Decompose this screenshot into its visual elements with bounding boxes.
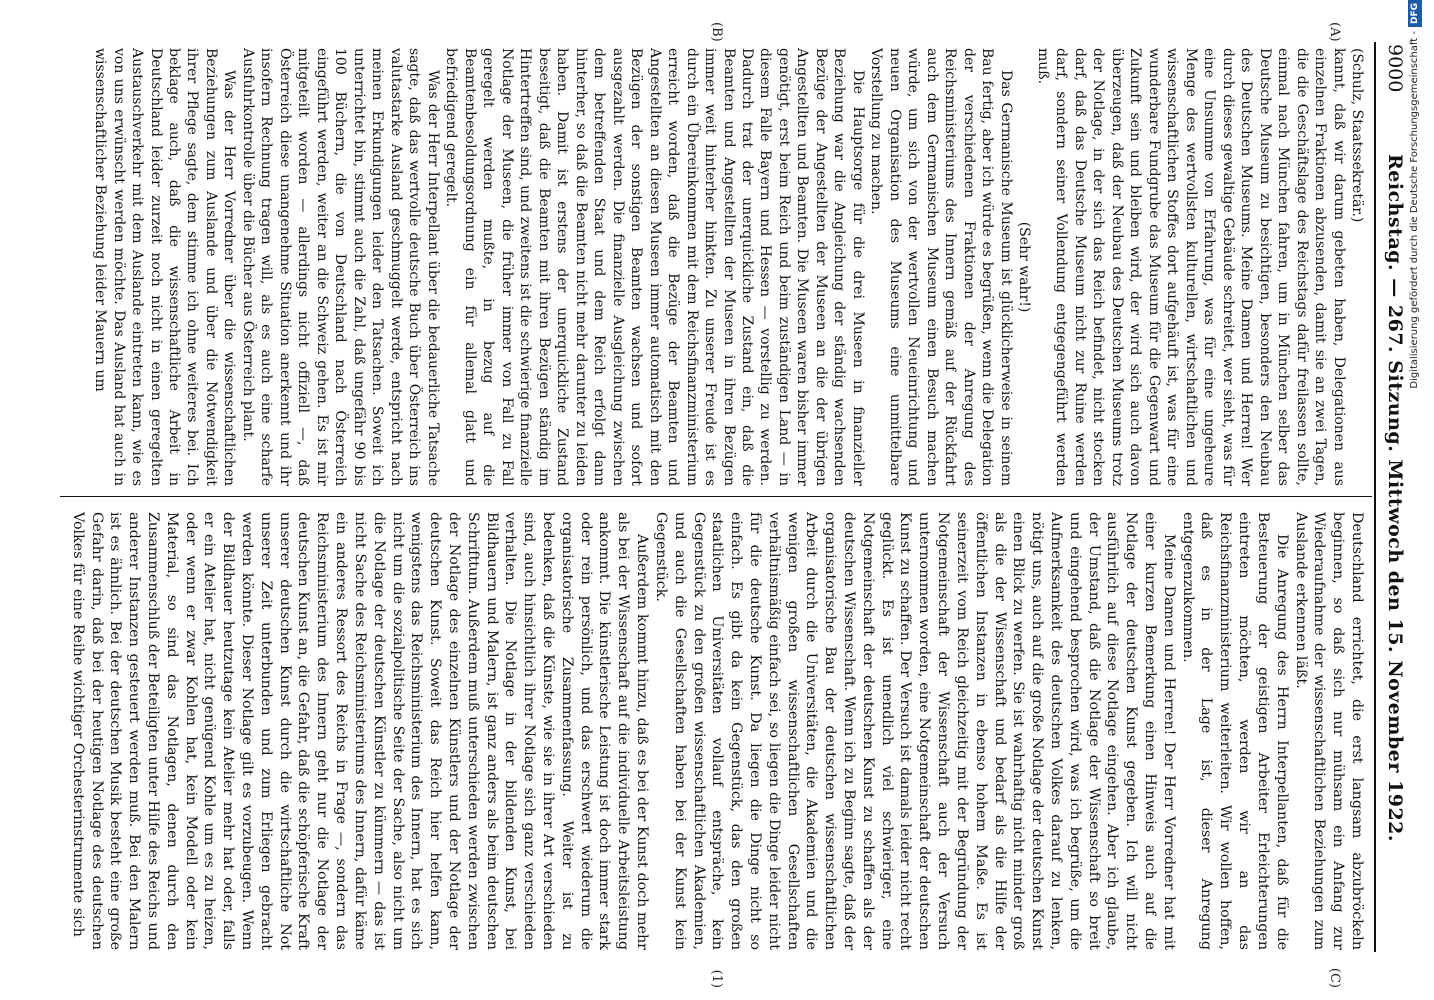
paragraph: Was der Herr Interpellant über die bedauerliche Tatsache sagte, daß das wertvolle deutsche Buch über Österreich ins valutastarke Ausland geschmuggelt werde, entspricht nach meinen Erkundigungen leider den Tatsachen. Soweit ich unterrichtet bin, stimmt auch die Zahl, daß ungefähr 90 bis 100 Büchern, die von Deutschland nach Österreich eingeführt werden, weiter an die Schweiz gehen. Es ist mir mitgeteilt worden — allerdings nicht offiziell —, daß Österreich diese unangenehme Situation anerkennt und ihr insofern Rechnung tragen will, als es auch eine scharfe Ausfuhrkontrolle über die Bücher aus Österreich plant. — [239, 48, 441, 486]
margin-marker-1: (1) — [709, 969, 724, 988]
page-number: 9000 — [1384, 44, 1406, 93]
column-divider — [60, 496, 1372, 497]
credit-text: Digitalisierung gefördert durch die Deutsche Forschungsgemeinschaft - — [1409, 31, 1420, 389]
speaker-line: (Schulz, Staatssekretär.) — [1349, 48, 1365, 223]
running-title: Reichstag. — 267. Sitzung. Mittwoch den 15. November 1922. — [1384, 154, 1406, 842]
margin-marker-c: (C) — [1327, 967, 1342, 988]
paragraph: Meine Damen und Herren! Der Herr Vorredner hat mit einer kurzen Bemerkung einen Hinweis auch auf die Notlage der deutschen Kunst gegeben. Ich will nicht ausführlich auf diese Notlage eingehen. Aber ich glaube, der Umstand, daß die Notlage der Wissenschaft so breit und eingehend besprochen wird, was ich begrüße, um die Aufmerksamkeit des deutschen Volkes darauf zu lenken, nötigt uns, auch auf die große Notlage der deutschen Kunst einen Blick zu werfen. Sie ist wahrhaftig nicht minder groß als die der Wissenschaft und bedarf als die Hilfe der öffentlichen Instanzen in ebenso hohem Maße. Es ist seinerzeit vom Reich gleichzeitig mit der Begründung der Notgemeinschaft der Wissenschaft auch der Versuch unternommen worden, eine Notgemeinschaft der deutschen Kunst zu schaffen. Der Versuch ist damals leider nicht recht geglückt. Es ist unendlich viel schwieriger, eine Notgemeinschaft der deutschen Kunst zu schaffen als der deutschen Wissenschaft. Wenn ich zu Beginn sagte, daß der organisatorische Bau der deutschen wissenschaftlichen Arbeit durch die Universitäten, die Akademien und die wenigen großen wissenschaftlichen Gesellschaften verhältnismäßig einfach sei, so liegen die Dinge leider nicht für die deutsche Kunst. Da liegen die Dinge nicht so einfach. Es gibt da kein Gegenstück, das den großen staatlichen Universitäten vollauf entspräche, kein Gegenstück zu den großen wissenschaftlichen Akademien, und auch die Gesellschaften haben bei der Kunst kein Gegenstück. — [652, 512, 1177, 950]
left-column — [91, 48, 1366, 486]
paragraph: Die Hauptsorge für die drei Museen in finanzieller Beziehung war die Angleichung der ständig wachsenden Bezüge der Angestellten der Museen an die der übrigen Angestellten und Beamten. Die Museen waren bisher immer genötigt, erst beim Reich und beim zuständigen Land — in diesem Falle Bayern und Hessen — vorstellig zu werden. Dadurch trat der unerquickliche Zustand ein, daß die Beamten und Angestellten der Museen in ihren Bezügen immer weit hinterher hinkten. Zu unserer Freude ist es durch ein Übereinkommen mit dem Reichsfinanzministerium erreicht worden, daß die Bezüge der Beamten und Angestellten an diesen Museen immer automatisch mit den Bezügen der sonstigen Beamten wachsen und sofort ausgezahlt werden. Die finanzielle Ausgleichung zwischen dem betreffenden Staat und dem Reich erfolgt dann hinterher, so daß die Beamten nicht mehr darunter zu leiden haben. Damit ist erstens der unerquickliche Zustand beseitigt, daß die Beamten mit ihren Bezügen ständig im Hintertreffen sind, und zweitens ist die schwierige finanzielle Notlage der Museen, die früher immer von Fall zu Fall geregelt werden mußte, in bezug auf die Beamtenbesoldungsordnung ein für allemal glatt und befriedigend geregelt. — [443, 48, 866, 486]
right-column — [68, 512, 1366, 950]
margin-marker-a: (A) — [1327, 22, 1342, 42]
digitization-credit — [1404, 0, 1426, 1000]
header-rule — [1374, 42, 1376, 952]
dfg-logo: DFG — [1408, 0, 1422, 27]
paragraph: kannt, daß wir darum gebeten haben, Delegationen aus einzelnen Fraktionen abzusenden, damit sie an zwei Tagen, die die Geschäftslage des Reichstags dafür freilassen sollte, einmal nach München fahren, um in München selber das Deutsche Museum zu besichtigen, besonders den Neubau des Deutschen Museums. Meine Damen und Herren! Wer durch dieses gewaltige Gebäude schreitet, wer sieht, was für eine Unsumme von Erfahrung, was für eine ungeheure Menge des wertvollsten kulturellen, wirtschaftlichen und wissenschaftlichen Stoffes dort aufgehäuft ist, was für eine wunderbare Fundgrube das Museum für die Gegenwart und Zukunft sein und bleiben wird, der wird sich auch davon überzeugen, daß der Neubau des Deutschen Museums trotz der Notlage, in der sich das Reich befindet, nicht stocken darf, daß das Deutsche Museum nicht zur Ruine werden darf, sondern seiner Vollendung entgegengeführt werden muß. — [1034, 48, 1347, 486]
paragraph: Das Germanische Museum ist glücklicherweise in seinem Bau fertig, aber ich würde es begrüßen, wenn die Delegation der verschiedenen Fraktionen der Anregung des Reichsministeriums des Innern gemäß auf der Rückfahrt auch dem Germanischen Museum einen Besuch machen würde, um sich von der wertvollen Neueinrichtung und neuen Organisation des Museums eine unmittelbare Vorstellung zu machen. — [868, 48, 1014, 486]
paragraph: Deutschland errichtet, die erst langsam abzubröckeln beginnen, so daß sich nur mühsam ein Anfang zur Wiederaufnahme der wissenschaftlichen Beziehungen zum Auslande erkennen läßt. — [1292, 512, 1365, 950]
interjection: (Sehr wahr!) — [1016, 221, 1033, 313]
margin-marker-b: (B) — [709, 22, 724, 42]
paragraph: Außerdem kommt hinzu, daß es bei der Kunst doch mehr als bei der Wissenschaft auf die individuelle Arbeitsleistung ankommt. Die künstlerische Leistung ist doch immer stark oder rein persönlich, und das erschwert wiederum die organisatorische Zusammenfassung. Weiter ist zu bedenken, daß die Künste, wie sie in ihrer Art verschieden sind, auch hinsichtlich ihrer Notlage sich ganz verschieden verhalten. Die Notlage in der bildenden Kunst, bei Bildhauern und Malern, ist ganz anders als beim deutschen Schrifttum. Außerdem muß unterschieden werden zwischen der Notlage des einzelnen Künstlers und der Notlage der deutschen Kunst. Soweit das Reich hier helfen kann, wenigstens das Reichsministerium des Innern, hat es sich nicht um die sozialpolitische Seite der Sache, also nicht um die Notlage der deutschen Künstler zu kümmern — das ist nicht Sache des Reichsministeriums des Innern, dafür käme ein anderes Ressort des Reichs in Frage —, sondern das Reichsministerium des Innern geht nur die Notlage der deutschen Kunst an, die Gefahr, daß die schöpferische Kraft unserer deutschen Kunst durch die wirtschaftliche Not unserer Zeit unterbunden und zum Erliegen gebracht werden könnte. Dieser Notlage gilt es vorzubeugen. Wenn der Bildhauer heutzutage kein Atelier mehr hat oder, falls er ein Atelier hat, nicht genügend Kohle um es zu heizen, oder wenn er zwar Kohlen hat, kein Modell oder kein Material, so sind das Notlagen, denen durch den Zusammenschluß der Beteiligten unter Hilfe des Reichs und anderer Instanzen gesteuert werden muß. Bei den Malern ist es ähnlich. Bei der deutschen Musik besteht eine große Gefahr darin, daß bei der heutigen Notlage des deutschen Volkes für eine Reihe wichtiger Orchesterinstrumente sich — [69, 512, 651, 950]
paragraph: Die Anregung des Herrn Interpellanten, daß für die Besteuerung der geistigen Arbeiter Erleichterungen eintreten möchten, werden wir an das Reichsfinanzministerium weiterleiten. Wir wollen hoffen, daß es in der Lage ist, dieser Anregung entgegenzukommen. — [1179, 512, 1290, 950]
paragraph: Was der Herr Vorredner über die wissenschaftlichen Beziehungen zum Auslande und über die Notwendigkeit ihrer Pflege sagte, dem stimme ich ohne weiteres bei. Ich beklage auch, daß die wissenschaftliche Arbeit in Deutschland leider zurzeit noch nicht in einen geregelten Austauschverkehr mit dem Auslande eintreten kann, wie es von uns erwünscht werden möchte. Das Ausland hat auch in wissenschaftlicher Beziehung leider Mauern um — [92, 48, 238, 486]
